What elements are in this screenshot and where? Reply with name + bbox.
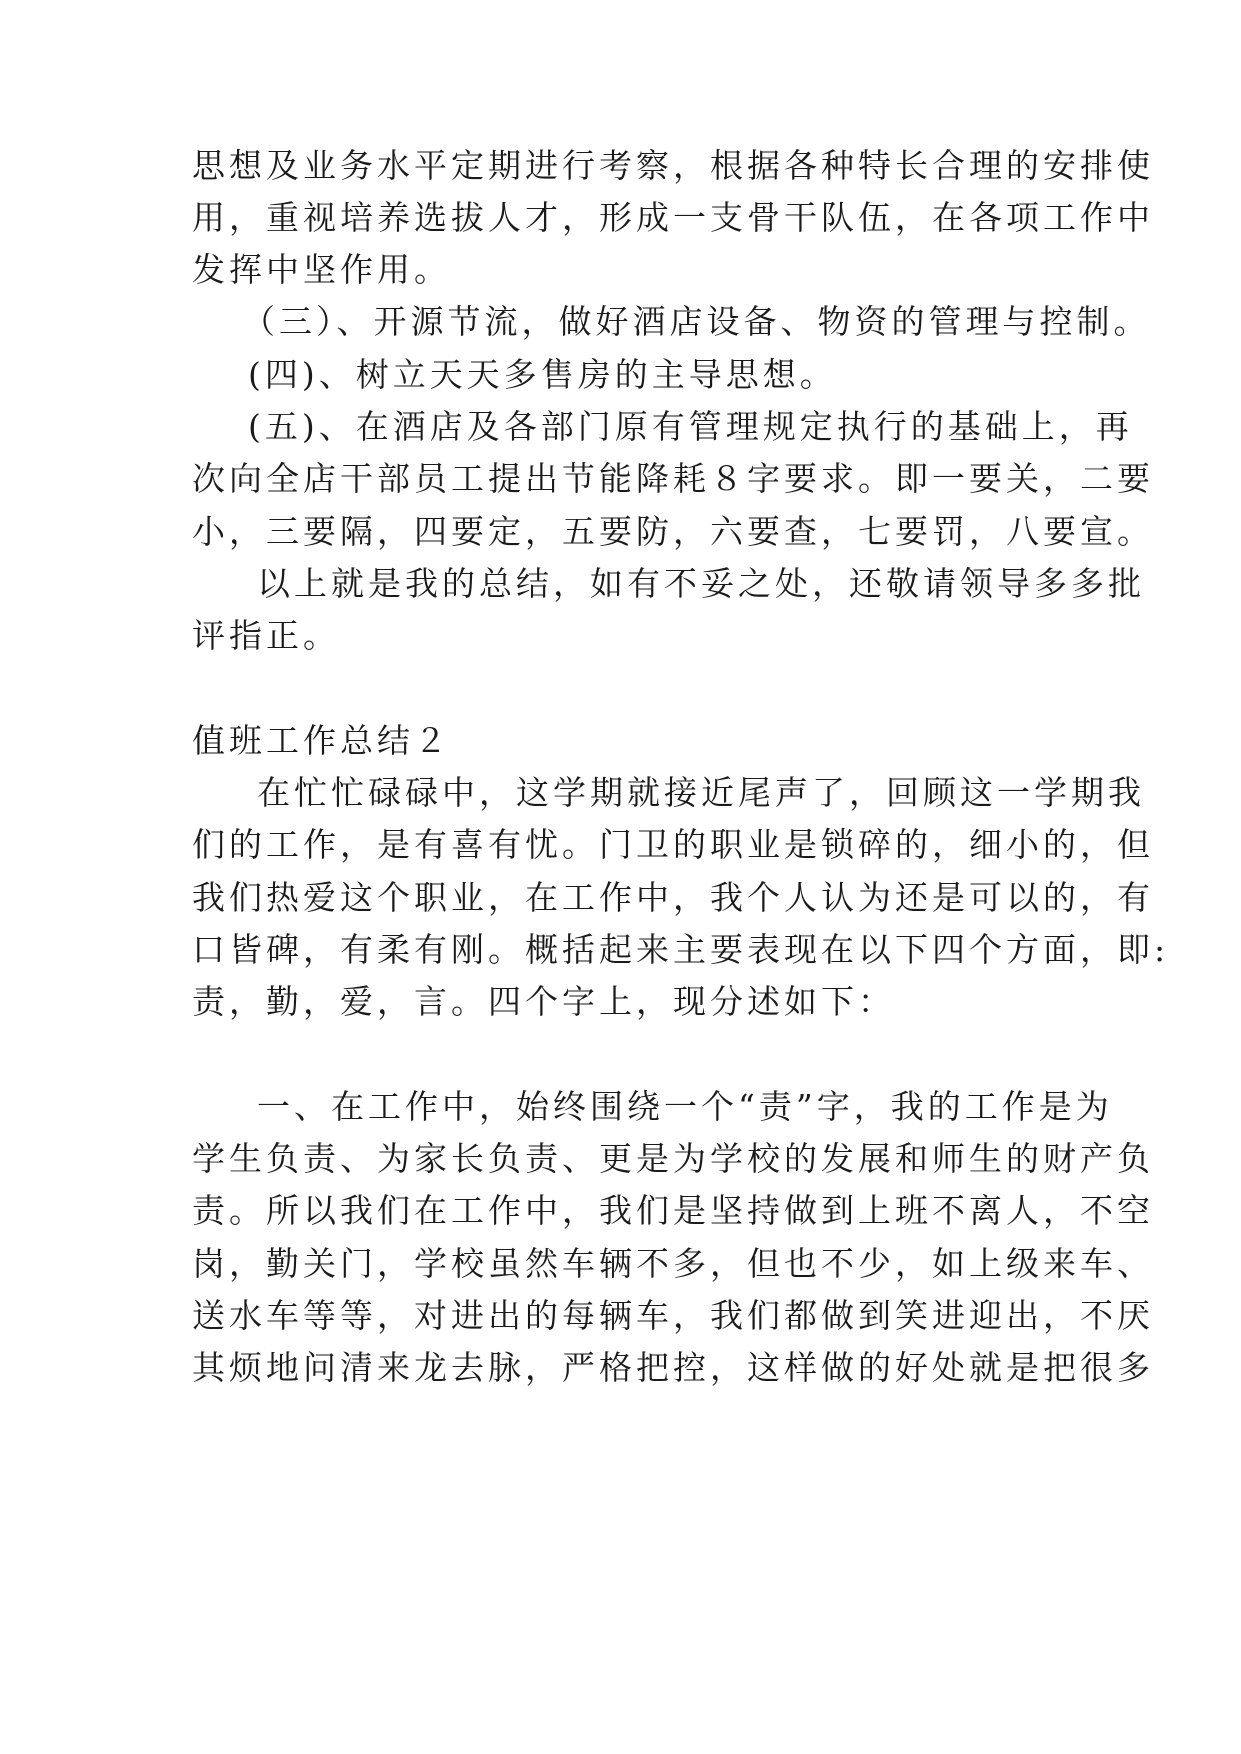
text-line: 以上就是我的总结，如有不妥之处，还敬请领导多多批 xyxy=(257,564,1145,603)
text-line: 发挥中坚作用。 xyxy=(192,250,451,289)
text-line: 次向全店干部员工提出节能降耗８字要求。即一要关，二要 xyxy=(192,459,1154,498)
text-line: 评指正。 xyxy=(192,616,340,655)
text-line: 思想及业务水平定期进行考察，根据各种特长合理的安排使 xyxy=(192,146,1154,185)
text-line: 一、在工作中，始终围绕一个“责”字，我的工作是为 xyxy=(257,1087,1113,1126)
text-line: 在忙忙碌碌中，这学期就接近尾声了，回顾这一学期我 xyxy=(257,773,1145,812)
text-line: 其烦地问清来龙去脉，严格把控，这样做的好处就是把很多 xyxy=(192,1348,1154,1387)
text-line: 岗，勤关门，学校虽然车辆不多，但也不少，如上级来车、 xyxy=(192,1244,1154,1283)
text-line: 送水车等等，对进出的每辆车，我们都做到笑进迎出，不厌 xyxy=(192,1296,1154,1335)
text-line: （三）、开源节流，做好酒店设备、物资的管理与控制。 xyxy=(242,302,1151,341)
text-line: 们的工作，是有喜有忧。门卫的职业是锁碎的，细小的，但 xyxy=(192,825,1154,864)
text-line: 口皆碑，有柔有刚。概括起来主要表现在以下四个方面，即: xyxy=(192,930,1170,969)
text-line: 学生负责、为家长负责、更是为学校的发展和师生的财产负 xyxy=(192,1139,1154,1178)
text-line: 责，勤，爱，言。四个字上，现分述如下： xyxy=(192,982,895,1021)
section-title: 值班工作总结２ xyxy=(192,721,451,760)
text-line: (五)、在酒店及各部门原有管理规定执行的基础上，再 xyxy=(248,407,1133,446)
text-line: 小，三要隔，四要定，五要防，六要查，七要罚，八要宣。 xyxy=(192,512,1154,551)
text-line: 用，重视培养选拔人才，形成一支骨干队伍，在各项工作中 xyxy=(192,198,1154,237)
text-line: 责。所以我们在工作中，我们是坚持做到上班不离人，不空 xyxy=(192,1191,1154,1230)
text-line: (四)、树立天天多售房的主导思想。 xyxy=(248,355,837,394)
text-line: 我们热爱这个职业，在工作中，我个人认为还是可以的，有 xyxy=(192,878,1154,917)
